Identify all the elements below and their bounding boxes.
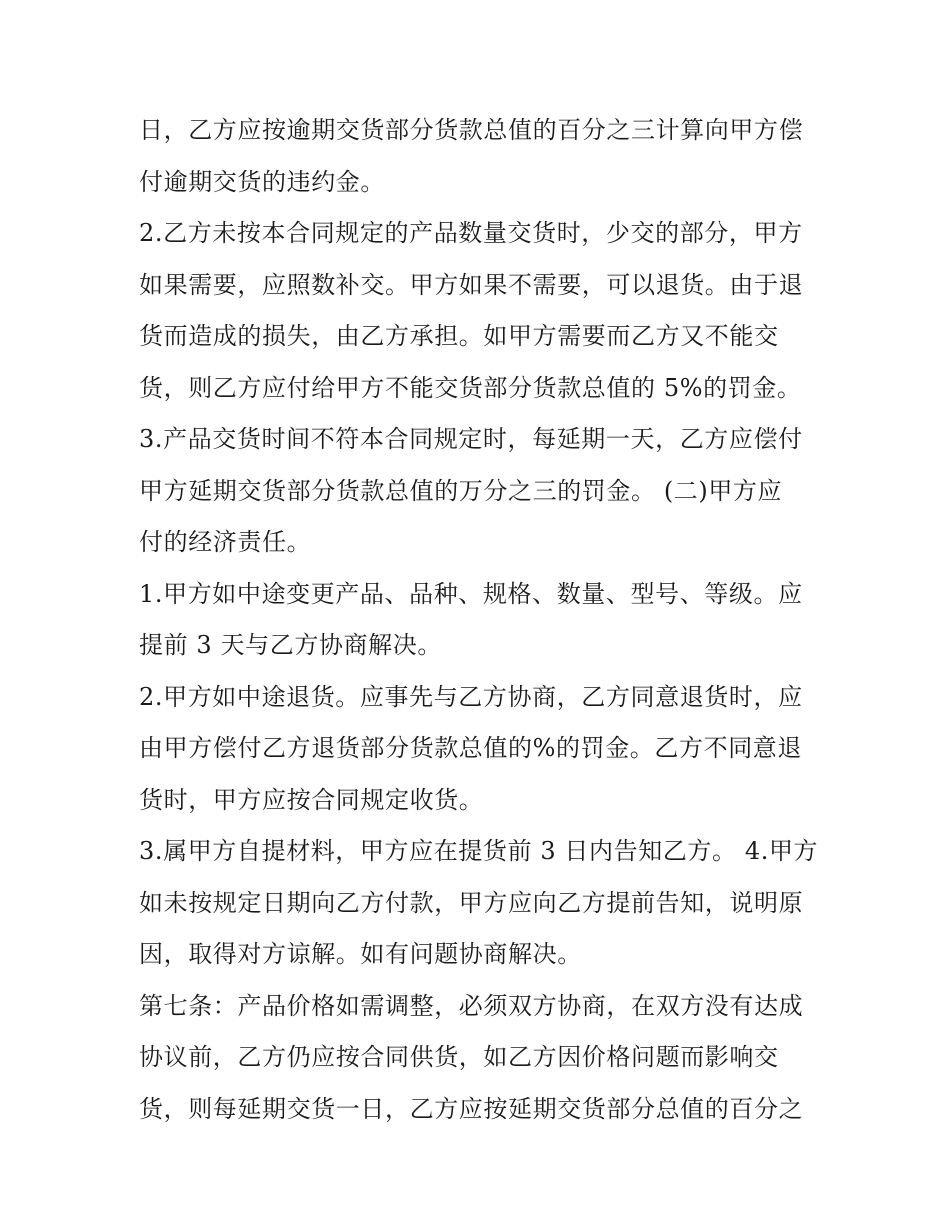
text-line: 2.乙方未按本合同规定的产品数量交货时，少交的部分，甲方 [139, 219, 803, 247]
text-line: 如未按规定日期向乙方付款，甲方应向乙方提前告知，说明原 [139, 888, 804, 917]
text-line: 1.甲方如中途变更产品、品种、规格、数量、型号、等级。应 [139, 579, 803, 608]
text-line: 2.甲方如中途退货。应事先与乙方协商，乙方同意退货时，应 [139, 682, 803, 711]
paragraph-party-a-clause-2 [139, 672, 829, 827]
text-line: 提前 3 天与乙方协商解决。 [139, 631, 442, 659]
text-line: 如果需要，应照数补交。甲方如果不需要，可以退货。由于退 [139, 270, 804, 299]
document-body [139, 105, 829, 1135]
text-line: 第七条：产品价格如需调整，必须双方协商，在双方没有达成 [139, 991, 804, 1020]
text-line: 甲方延期交货部分货款总值的万分之三的罚金。 (二)甲方应 [139, 476, 783, 505]
text-line: 3.产品交货时间不符本合同规定时，每延期一天，乙方应偿付 [139, 425, 803, 453]
text-line: 由甲方偿付乙方退货部分货款总值的%的罚金。乙方不同意退 [139, 734, 803, 762]
text-line: 因，取得对方谅解。如有问题协商解决。 [139, 940, 582, 968]
text-line: 货，则乙方应付给甲方不能交货部分货款总值的 5%的罚金。 [139, 373, 802, 402]
paragraph-clause-3-delivery-time [139, 414, 829, 569]
text-line: 付逾期交货的违约金。 [139, 167, 385, 196]
text-line: 货，则每延期交货一日，乙方应按延期交货部分总值的百分之 [139, 1094, 804, 1123]
paragraph-article-7-price [139, 981, 829, 1136]
text-line: 付的经济责任。 [139, 528, 312, 556]
text-line: 货时，甲方应按合同规定收货。 [139, 785, 484, 814]
paragraph-party-a-clause-3-4 [139, 826, 829, 981]
paragraph-party-a-clause-1 [139, 569, 829, 672]
paragraph-overdue-penalty-continued [139, 105, 829, 208]
text-line: 日，乙方应按逾期交货部分货款总值的百分之三计算向甲方偿 [139, 116, 804, 144]
paragraph-clause-2-quantity [139, 208, 829, 414]
text-line: 货而造成的损失，由乙方承担。如甲方需要而乙方又不能交 [139, 322, 779, 350]
text-line: 协议前，乙方仍应按合同供货，如乙方因价格问题而影响交 [139, 1043, 779, 1071]
text-line: 3.属甲方自提材料，甲方应在提货前 3 日内告知乙方。 4.甲方 [139, 837, 819, 865]
